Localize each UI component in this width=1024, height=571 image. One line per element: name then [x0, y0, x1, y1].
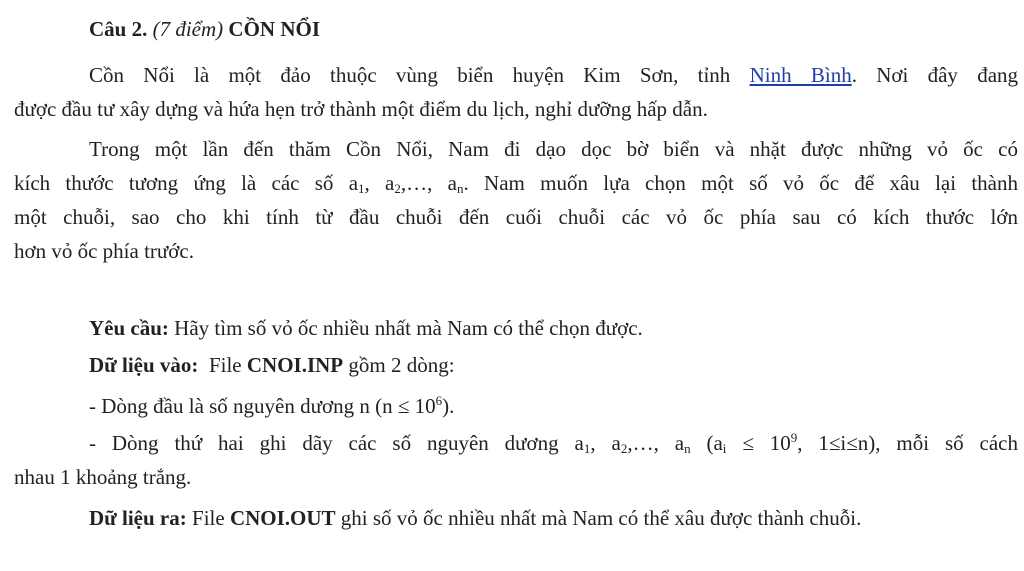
subscript: 1 [583, 441, 591, 456]
story-line-1: Trong một lần đến thăm Cồn Nổi, Nam đi dạo dọc bờ biển và nhặt được những vỏ ốc có [89, 137, 1018, 161]
story-text: kích thước tương ứng là các số a [14, 171, 359, 195]
seq-sep: , a [364, 171, 395, 195]
input-line-1 [89, 391, 1018, 421]
superscript: 6 [435, 393, 443, 408]
input-line-2 [89, 428, 1018, 458]
output-text: ghi số vỏ ốc nhiều nhất mà Nam có thể xâu được thành chuỗi. [335, 506, 862, 530]
intro-text-after-link: . Nơi đây đang [851, 63, 1019, 87]
input-line-text: , 1≤i≤n), mỗi số cách [797, 431, 1018, 455]
input-line-text: - Dòng thứ hai ghi dãy các số nguyên dương a [89, 431, 584, 455]
input-label: Dữ liệu vào: [89, 353, 199, 377]
problem-points: (7 điểm) [152, 17, 224, 41]
subscript: n [684, 441, 691, 456]
input-file-name: CNOI.INP [246, 353, 344, 377]
requirement-label: Yêu cầu: [89, 316, 169, 340]
requirement-line [89, 313, 1018, 343]
subscript: 2 [620, 441, 628, 456]
ninh-binh-link[interactable]: Ninh Bình [749, 63, 852, 87]
story-line-4: hơn vỏ ốc phía trước. [14, 239, 194, 263]
output-file-name: CNOI.OUT [229, 506, 336, 530]
input-text: File [198, 353, 247, 377]
problem-name: CỒN NỔI [228, 17, 321, 41]
input-text: gồm 2 dòng: [343, 353, 455, 377]
subscript: 2 [394, 181, 401, 196]
story-line-3: một chuỗi, sao cho khi tính từ đầu chuỗi đến cuối chuỗi các vỏ ốc phía sau có kích thước lớn [14, 205, 1018, 229]
output-line [89, 503, 1018, 533]
requirement-text: Hãy tìm số vỏ ốc nhiều nhất mà Nam có thể chọn được. [168, 316, 643, 340]
problem-title [89, 14, 1018, 44]
intro-line-1 [89, 60, 1018, 90]
intro-line-2: được đầu tư xây dựng và hứa hẹn trở thành một điểm du lịch, nghỉ dưỡng hấp dẫn. [14, 97, 708, 121]
input-line-text: (a [690, 431, 723, 455]
subscript: i [722, 441, 727, 456]
problem-label: Câu 2. [89, 17, 148, 41]
input-header-line [89, 350, 1018, 380]
superscript: 9 [790, 430, 798, 445]
subscript: 1 [358, 181, 365, 196]
input-line-text: - Dòng đầu là số nguyên dương n (n ≤ 10 [89, 394, 436, 418]
story-text: . Nam muốn lựa chọn một số vỏ ốc để xâu lại thành [463, 171, 1018, 195]
input-line-text: ). [442, 394, 455, 418]
output-label: Dữ liệu ra: [89, 506, 187, 530]
input-line-text: ≤ 10 [726, 431, 791, 455]
seq-sep: , a [590, 431, 621, 455]
seq-sep: ,…, a [627, 431, 685, 455]
story-line-2 [14, 168, 1018, 198]
output-text: File [186, 506, 230, 530]
intro-text: Cồn Nổi là một đảo thuộc vùng biển huyện Kim Sơn, tỉnh [89, 63, 731, 87]
subscript: n [457, 181, 464, 196]
input-line-3: nhau 1 khoảng trắng. [14, 465, 192, 489]
seq-sep: ,…, a [400, 171, 457, 195]
